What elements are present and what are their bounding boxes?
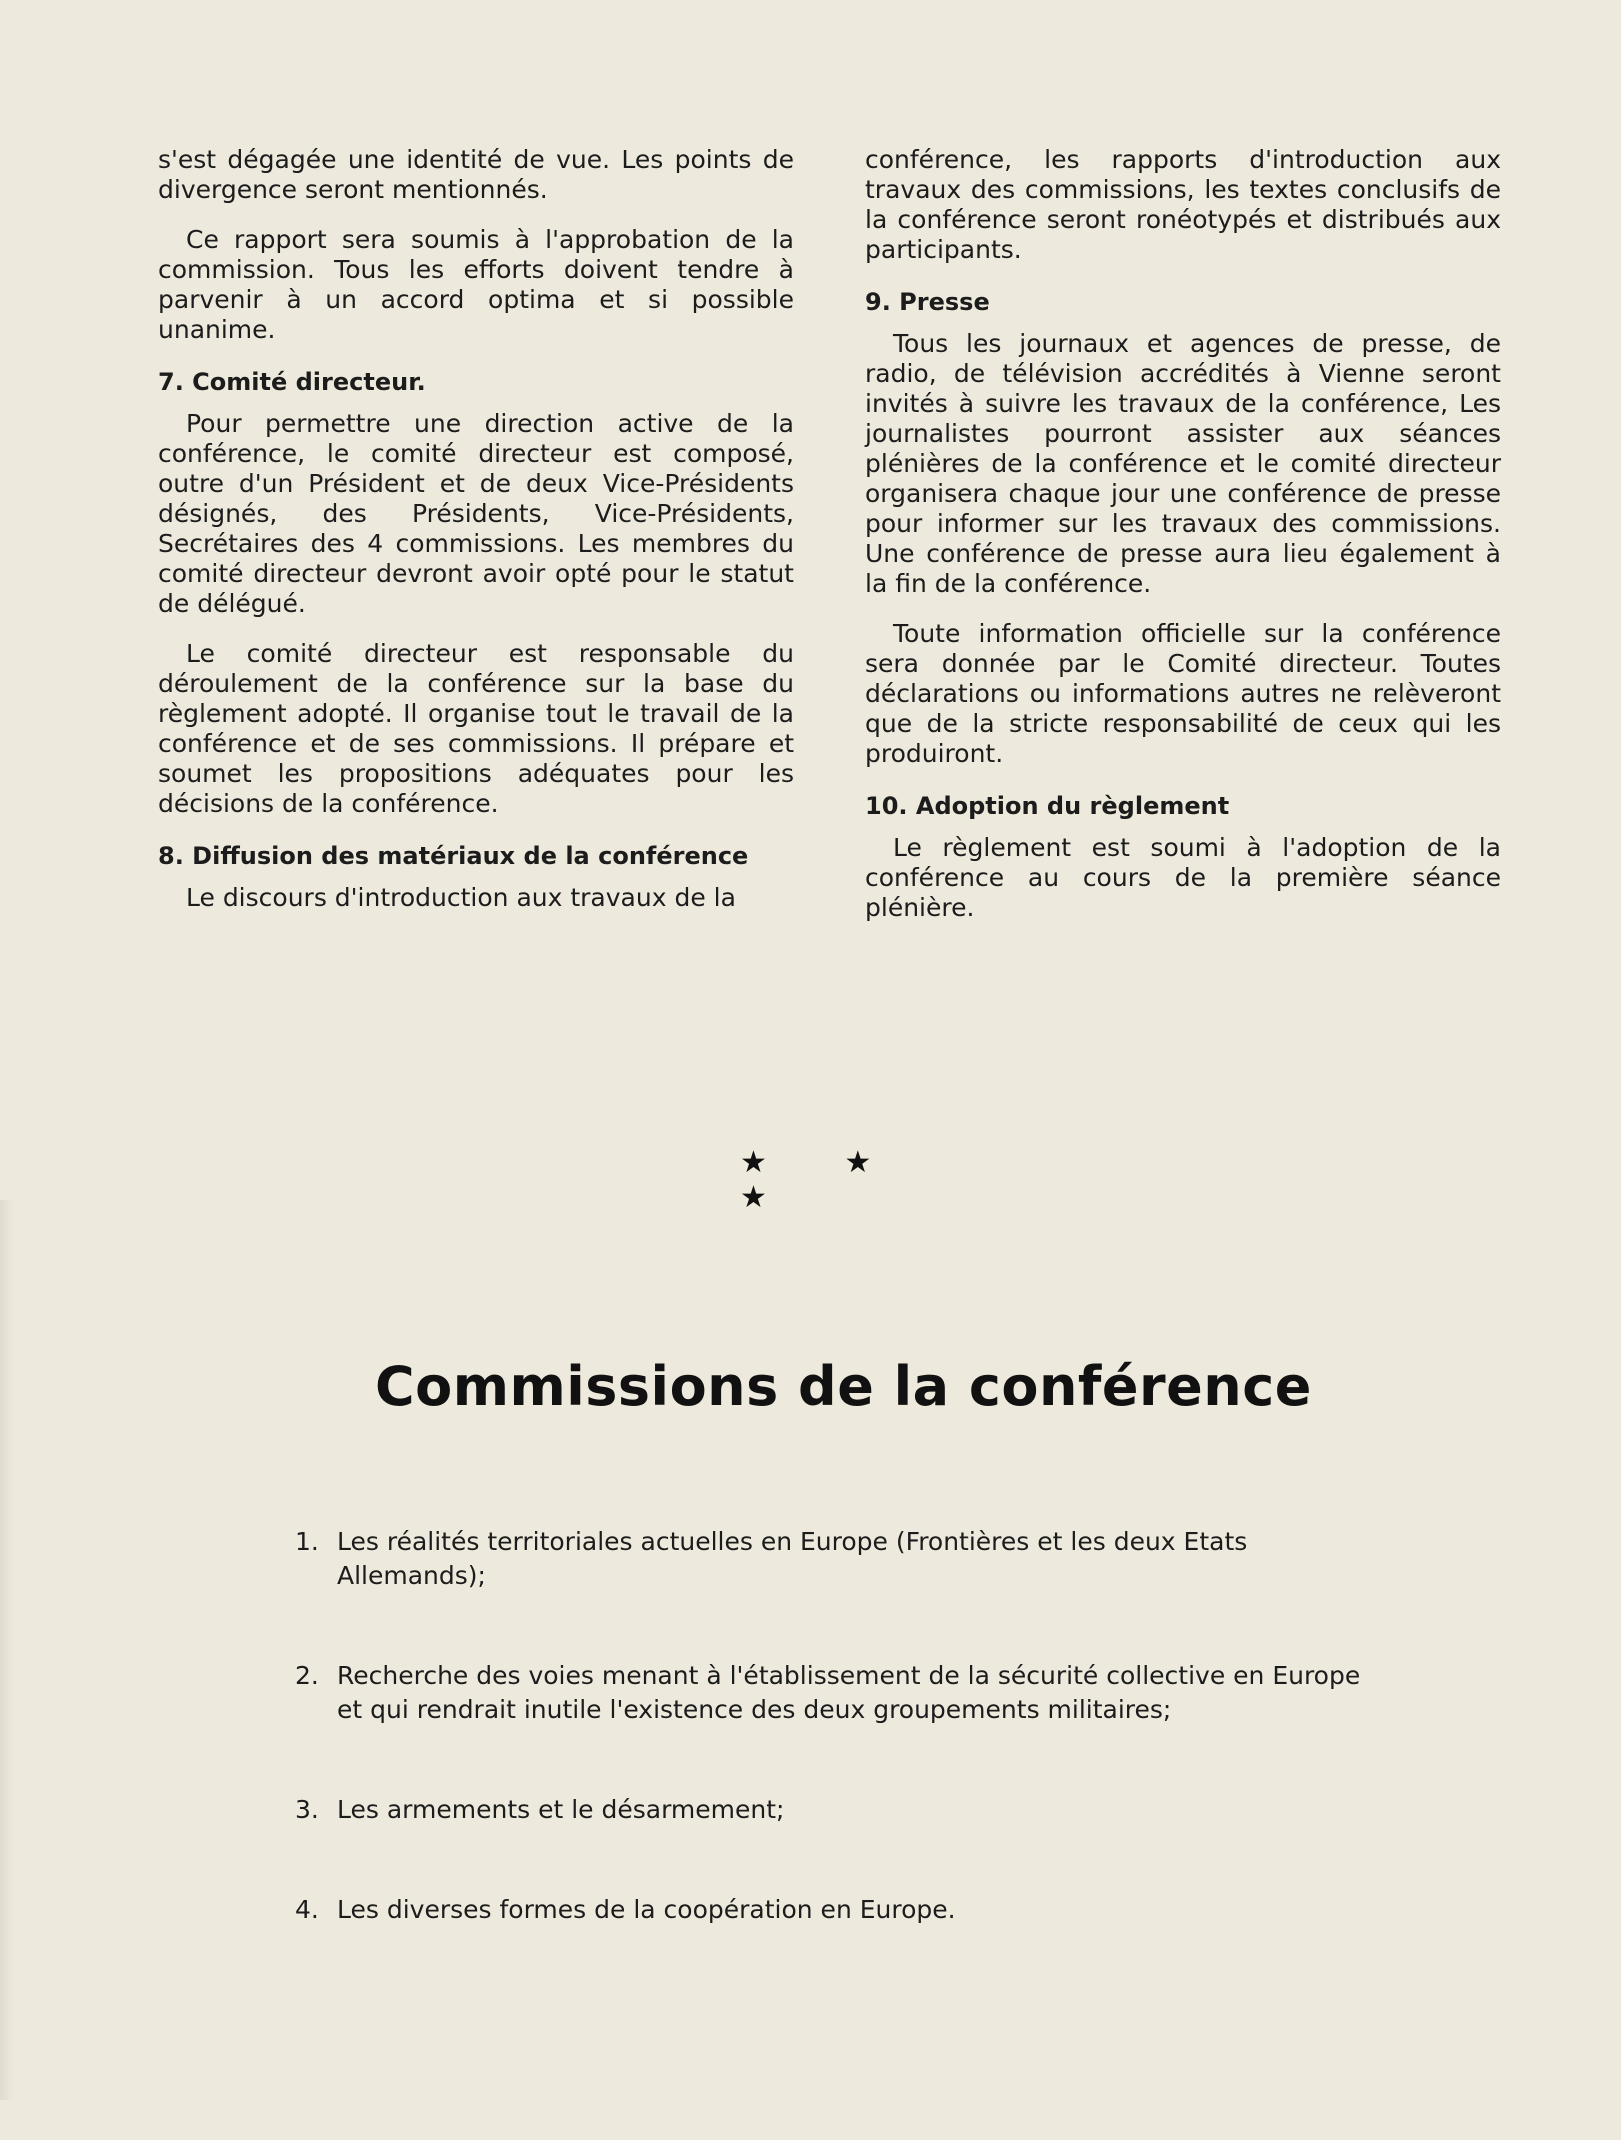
- page-edge-shadow: [0, 1200, 14, 2100]
- paragraph: Le discours d'introduction aux travaux de la: [186, 883, 736, 912]
- paragraph: Le comité directeur est responsable du déroulement de la conférence sur la base du règlement adopté. Il organise tout le travail de la conférence et de ses commissions. Il prépare et soumet les propositions adéquates pour les décisions de la conférence.: [158, 639, 794, 818]
- list-item: [295, 1793, 1385, 1827]
- list-item: [295, 1659, 1385, 1727]
- list-item-number: 1.: [295, 1527, 319, 1556]
- list-item-number: 3.: [295, 1795, 319, 1824]
- list-item-number: 4.: [295, 1895, 319, 1924]
- list-item-text: Recherche des voies menant à l'établissement de la sécurité collective en Europe et qui rendrait inutile l'existence des deux groupements militaires;: [337, 1661, 1361, 1724]
- paragraph: Pour permettre une direction active de la conférence, le comité directeur est composé, outre d'un Président et de deux Vice-Présidents désignés, des Présidents, Vice-Présidents, Secrétaires des 4 commissions. Les membres du comité directeur devront avoir opté pour le statut de délégué.: [158, 409, 794, 618]
- list-item: [295, 1525, 1385, 1593]
- section-heading-comite-directeur: 7. Comité directeur.: [158, 368, 426, 396]
- commissions-title: Commissions de la conférence: [375, 1355, 1312, 1418]
- commissions-list: [295, 1525, 1385, 1993]
- star-separator: ★ ★ ★: [740, 1145, 906, 1215]
- paragraph: Le règlement est soumi à l'adoption de la conférence au cours de la première séance plénière.: [865, 833, 1501, 922]
- list-item-text: Les armements et le désarmement;: [337, 1795, 785, 1824]
- paragraph: Ce rapport sera soumis à l'approbation de la commission. Tous les efforts doivent tendre à parvenir à un accord optima et si possible unanime.: [158, 225, 794, 344]
- paragraph: s'est dégagée une identité de vue. Les points de divergence seront mentionnés.: [158, 145, 794, 204]
- list-item-number: 2.: [295, 1661, 319, 1690]
- right-column: [865, 145, 1501, 943]
- paragraph: Tous les journaux et agences de presse, de radio, de télévision accrédités à Vienne seront invités à suivre les travaux de la conférence, Les journalistes pourront assister aux séances plénières de la conférence et le comité directeur organisera chaque jour une conférence de presse pour informer sur les travaux des commissions. Une conférence de presse aura lieu également à la fin de la conférence.: [865, 329, 1501, 598]
- list-item-text: Les réalités territoriales actuelles en Europe (Frontières et les deux Etats Allemands);: [337, 1527, 1248, 1590]
- left-column: [158, 145, 794, 933]
- list-item-text: Les diverses formes de la coopération en Europe.: [337, 1895, 956, 1924]
- section-heading-adoption: 10. Adoption du règlement: [865, 792, 1230, 820]
- section-heading-diffusion: 8. Diffusion des matériaux de la conférence: [158, 842, 749, 870]
- paragraph: conférence, les rapports d'introduction aux travaux des commissions, les textes conclusifs de la conférence seront ronéotypés et distribués aux participants.: [865, 145, 1501, 264]
- paragraph: Toute information officielle sur la conférence sera donnée par le Comité directeur. Toutes déclarations ou informations autres ne relèveront que de la stricte responsabilité de ceux qui les produiront.: [865, 619, 1501, 768]
- section-heading-presse: 9. Presse: [865, 288, 990, 316]
- list-item: [295, 1893, 1385, 1927]
